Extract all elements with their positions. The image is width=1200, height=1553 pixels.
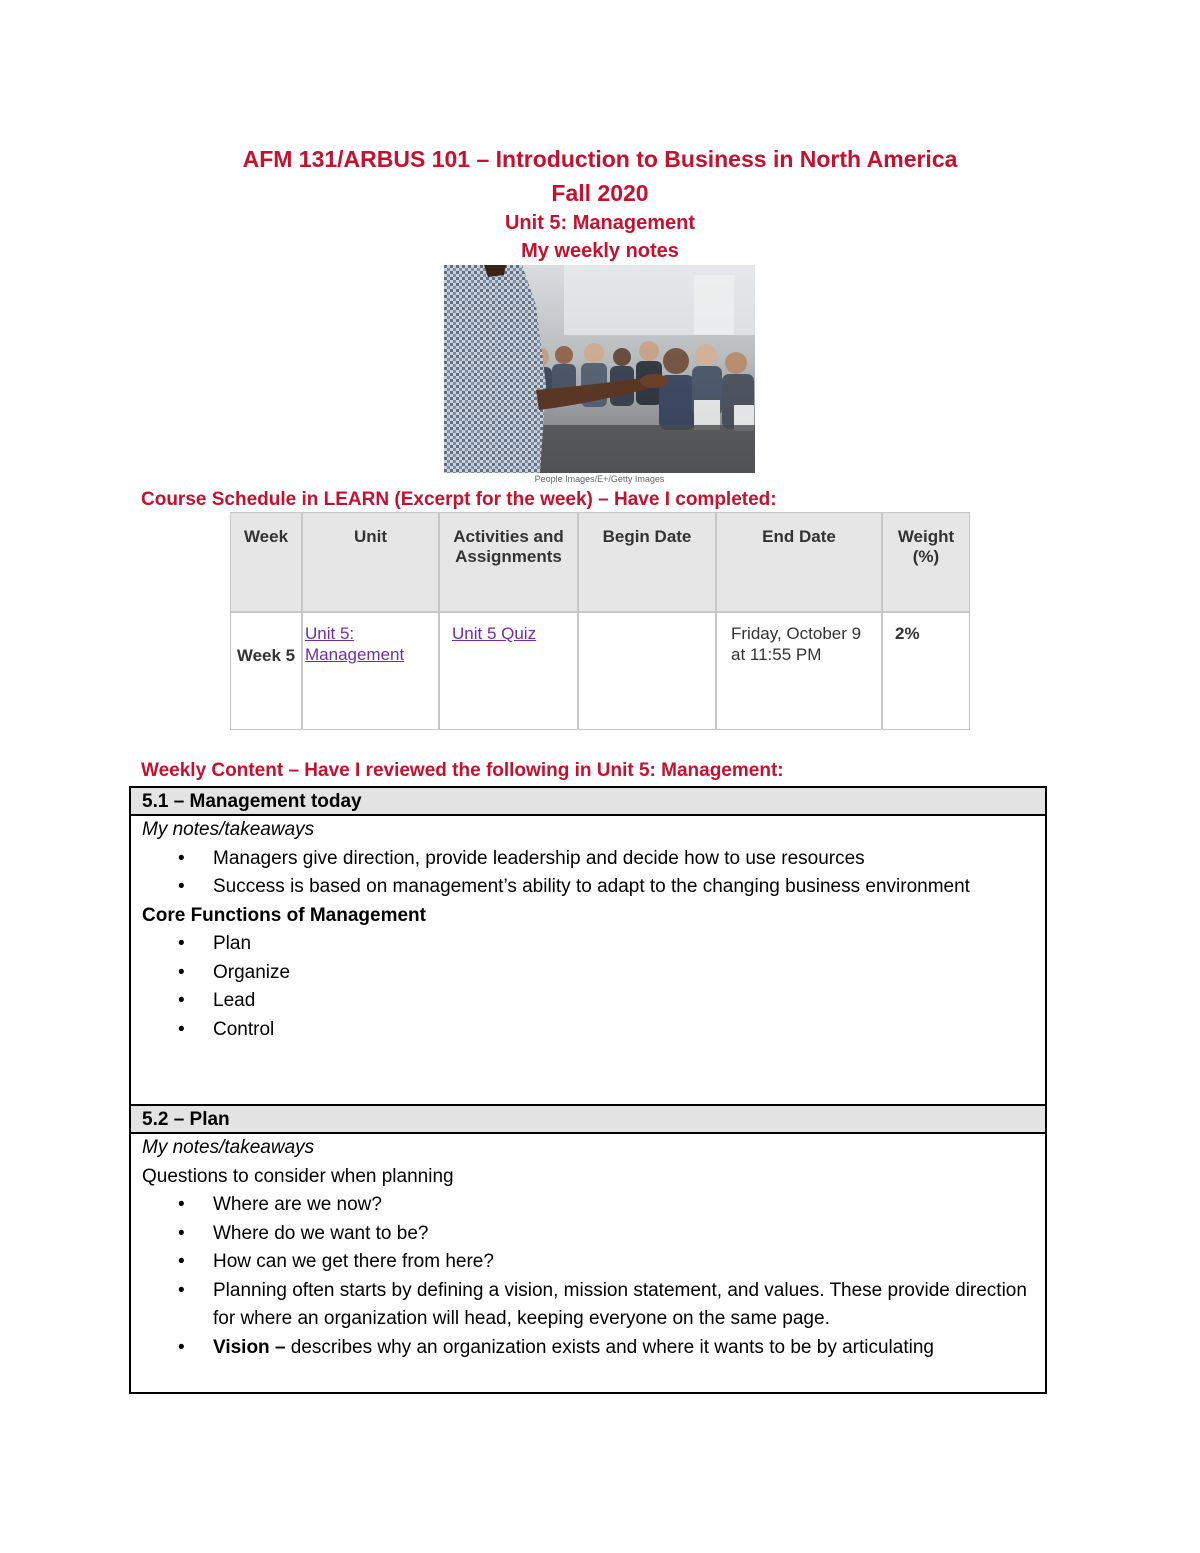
list-item: • Planning often starts by defining a vision, mission statement, and values. These provide direction for where an organization will head, keeping everyone on the same page. <box>142 1277 1045 1334</box>
notes-subtitle: My weekly notes <box>521 240 679 262</box>
list-item: • Organize <box>142 959 1045 988</box>
list-item: • How can we get there from here? <box>142 1248 1045 1277</box>
quiz-link[interactable]: Unit 5 Quiz <box>452 624 537 643</box>
course-title: AFM 131/ARBUS 101 – Introduction to Business in North America <box>242 146 958 172</box>
vision-term: Vision – <box>213 1336 286 1358</box>
section-5-2-body <box>131 1134 1045 1362</box>
list-item <box>142 1334 1045 1363</box>
vision-text: describes why an organization exists and where it wants to be by articulating <box>285 1336 934 1358</box>
bullet-icon: • <box>178 1018 185 1040</box>
notes-label: My notes/takeaways <box>142 819 315 840</box>
cell-end-date: Friday, October 9 at 11:55 PM <box>716 612 882 730</box>
bullet-icon: • <box>178 990 185 1011</box>
bullet-icon: • <box>178 1194 185 1215</box>
header-end-date: End Date <box>716 512 882 612</box>
term-title: Fall 2020 <box>551 180 649 206</box>
cell-weight: 2% <box>882 612 970 730</box>
bullet-icon: • <box>178 847 185 869</box>
bullet-icon: • <box>178 876 185 897</box>
presentation-photo <box>444 265 755 473</box>
schedule-table <box>230 512 970 730</box>
section-5-1-body <box>131 816 1045 1044</box>
list-item: • Where are we now? <box>142 1191 1045 1220</box>
planning-intro: Questions to consider when planning <box>142 1165 454 1187</box>
bullet-icon: • <box>178 1279 185 1301</box>
list-item: • Lead <box>142 987 1045 1016</box>
header-unit: Unit <box>302 512 439 612</box>
cell-week: Week 5 <box>230 612 302 730</box>
core-functions-heading: Core Functions of Management <box>142 904 426 926</box>
cell-begin-date <box>578 612 716 730</box>
header-activities: Activities and Assignments <box>439 512 578 612</box>
list-item: • Managers give direction, provide leadership and decide how to use resources <box>142 845 1045 874</box>
header-weight: Weight (%) <box>882 512 970 612</box>
cell-unit <box>302 612 439 730</box>
header-begin-date: Begin Date <box>578 512 716 612</box>
cell-activity <box>439 612 578 730</box>
notes-label: My notes/takeaways <box>142 1137 315 1158</box>
list-item: • Plan <box>142 930 1045 959</box>
bullet-icon: • <box>178 933 185 954</box>
section-5-2-heading: 5.2 – Plan <box>131 1104 1045 1134</box>
list-item: • Where do we want to be? <box>142 1220 1045 1249</box>
header-week: Week <box>230 512 302 612</box>
photo-credit: People Images/E+/Getty Images <box>534 474 665 484</box>
bullet-icon: • <box>178 961 185 983</box>
section-5-1-heading: 5.1 – Management today <box>131 788 1045 816</box>
list-item: • Control <box>142 1016 1045 1045</box>
bullet-icon: • <box>178 1251 185 1272</box>
unit-title: Unit 5: Management <box>504 212 696 234</box>
bullet-icon: • <box>178 1336 185 1358</box>
list-item: • Success is based on management’s ability to adapt to the changing business environment <box>142 873 1045 902</box>
unit-link[interactable]: Unit 5: Management <box>305 624 405 664</box>
bullet-icon: • <box>178 1222 185 1244</box>
section-5-1 <box>129 786 1047 1106</box>
section-5-2 <box>129 1104 1047 1394</box>
schedule-title: Course Schedule in LEARN (Excerpt for the week) – Have I completed: <box>141 489 777 510</box>
weekly-content-title: Weekly Content – Have I reviewed the following in Unit 5: Management: <box>141 760 784 781</box>
